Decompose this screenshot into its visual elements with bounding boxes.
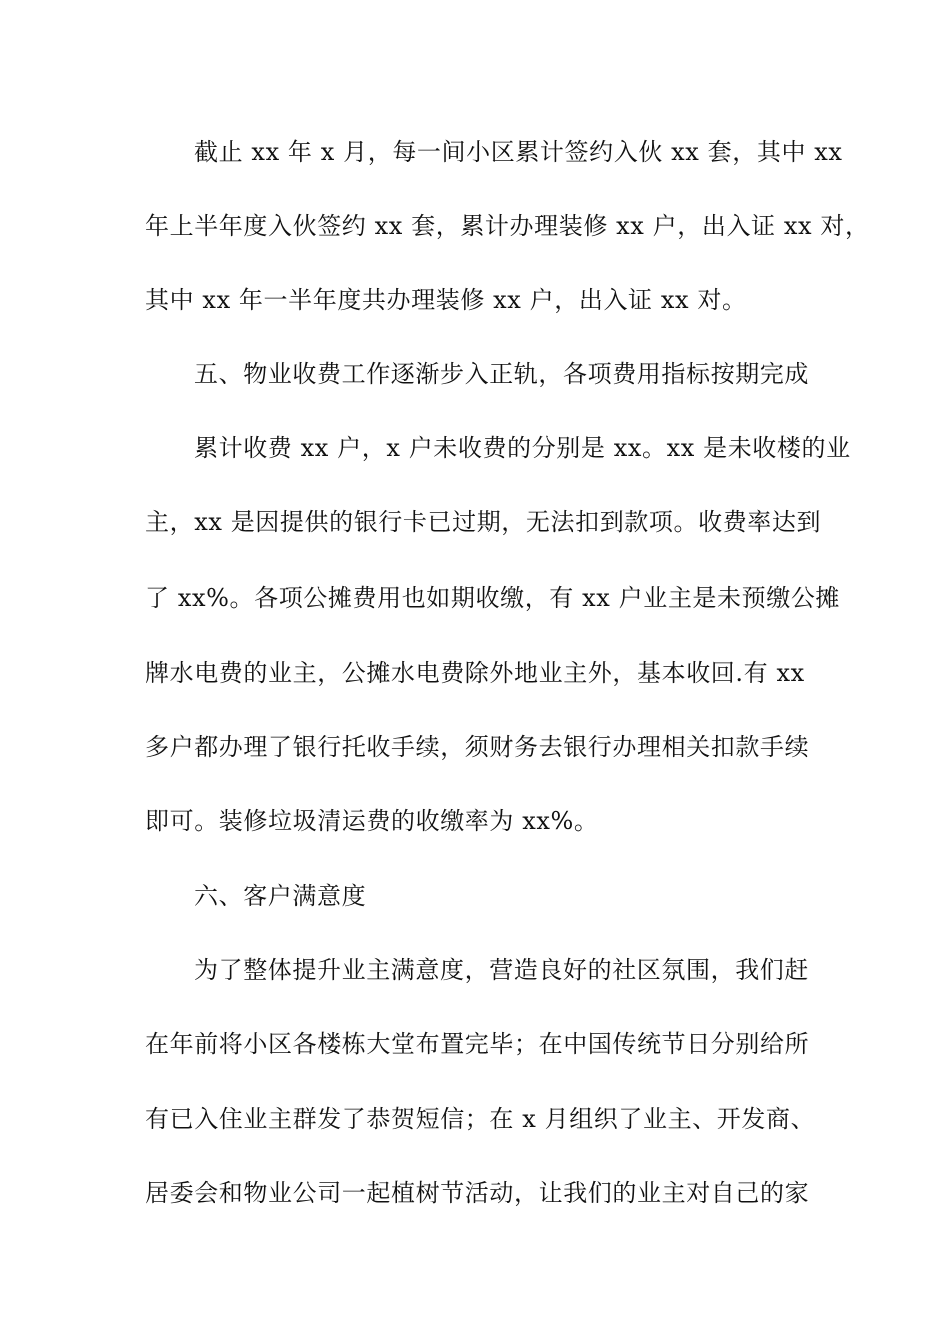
section-heading: 六、客户满意度 [194,882,367,910]
text-line: 截止 xx 年 x 月，每一间小区累计签约入伙 xx 套，其中 xx [194,138,843,166]
section-heading: 五、物业收费工作逐渐步入正轨，各项费用指标按期完成 [194,360,809,388]
text-line: 年上半年度入伙签约 xx 套，累计办理装修 xx 户，出入证 xx 对， [145,212,870,240]
text-line: 为了整体提升业主满意度，营造良好的社区氛围，我们赶 [194,956,809,984]
text-line: 主，xx 是因提供的银行卡已过期，无法扣到款项。收费率达到 [145,508,822,536]
text-line: 多户都办理了银行托收手续，须财务去银行办理相关扣款手续 [145,733,810,761]
text-line: 即可。装修垃圾清运费的收缴率为 xx%。 [145,807,599,835]
text-line: 了 xx%。各项公摊费用也如期收缴，有 xx 户业主是未预缴公摊 [145,584,841,612]
text-line: 有已入住业主群发了恭贺短信；在 x 月组织了业主、开发商、 [145,1105,816,1133]
text-line: 在年前将小区各楼栋大堂布置完毕；在中国传统节日分别给所 [145,1030,810,1058]
text-line: 居委会和物业公司一起植树节活动，让我们的业主对自己的家 [145,1179,810,1207]
text-line: 牌水电费的业主，公摊水电费除外地业主外，基本收回.有 xx [145,659,805,687]
text-line: 累计收费 xx 户，x 户未收费的分别是 xx。xx 是未收楼的业 [194,434,851,462]
text-line: 其中 xx 年一半年度共办理装修 xx 户，出入证 xx 对。 [145,286,747,314]
